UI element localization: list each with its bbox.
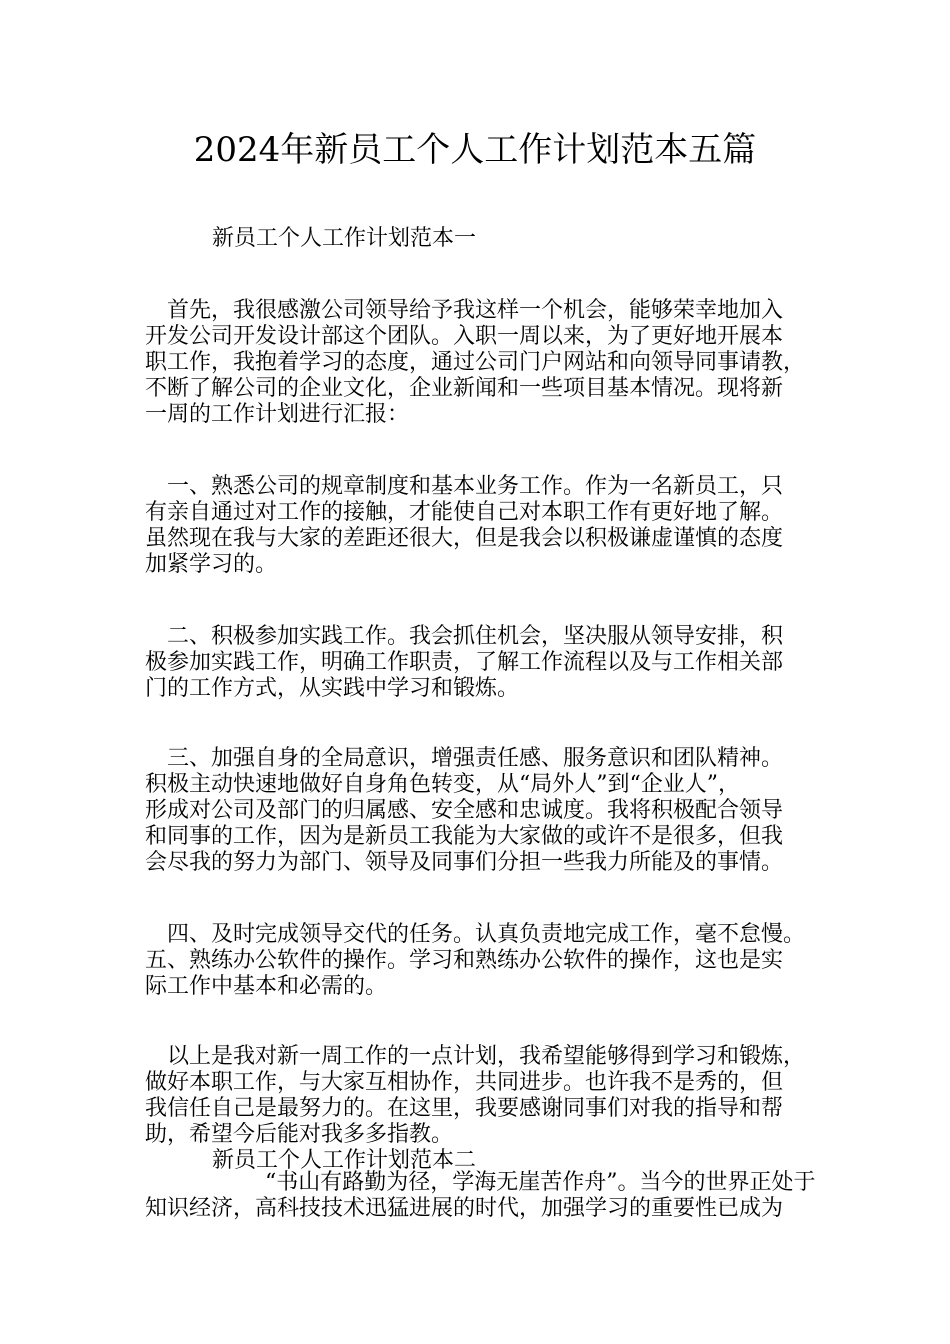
- paragraph-conclusion: [145, 1044, 825, 1148]
- paragraph-line: 职工作，我抱着学习的态度，通过公司门户网站和向领导同事请教，: [145, 350, 806, 375]
- paragraph-line: 助，希望今后能对我多多指教。: [145, 1122, 454, 1147]
- paragraph-line: 际工作中基本和必需的。: [145, 974, 388, 999]
- paragraph-item-three: [145, 746, 825, 876]
- section-heading-2: 新员工个人工作计划范本二: [212, 1148, 477, 1173]
- paragraph-line: 我信任自己是最努力的。在这里，我要感谢同事们对我的指导和帮: [145, 1096, 784, 1121]
- paragraph-line: 加紧学习的。: [145, 552, 278, 577]
- paragraph-line: 积极主动快速地做好自身角色转变，从“局外人”到“企业人”，: [145, 772, 740, 797]
- paragraph-intro: [145, 298, 825, 428]
- paragraph-line: 形成对公司及部门的归属感、安全感和忠诚度。我将积极配合领导: [145, 798, 784, 823]
- paragraph-line: 四、及时完成领导交代的任务。认真负责地完成工作，毫不怠慢。: [145, 922, 806, 947]
- paragraph-item-four: [145, 922, 825, 1000]
- paragraph-item-two: [145, 624, 825, 702]
- paragraph-line: 一、熟悉公司的规章制度和基本业务工作。作为一名新员工，只: [145, 474, 784, 499]
- paragraph-line: 会尽我的努力为部门、领导及同事们分担一些我力所能及的事情。: [145, 850, 784, 875]
- paragraph-line: 二、积极参加实践工作。我会抓住机会，坚决服从领导安排，积: [145, 624, 784, 649]
- paragraph-line: 开发公司开发设计部这个团队。入职一周以来，为了更好地开展本: [145, 324, 784, 349]
- paragraph-line: 有亲自通过对工作的接触，才能使自己对本职工作有更好地了解。: [145, 500, 784, 525]
- paragraph-line: 一周的工作计划进行汇报：: [145, 402, 410, 427]
- paragraph-line: 首先，我很感激公司领导给予我这样一个机会，能够荣幸地加入: [145, 298, 784, 323]
- paragraph-line: 以上是我对新一周工作的一点计划，我希望能够得到学习和锻炼，: [145, 1044, 806, 1069]
- paragraph-section-two: [145, 1170, 825, 1222]
- paragraph-line: 和同事的工作，因为是新员工我能为大家做的或许不是很多，但我: [145, 824, 784, 849]
- paragraph-line: 不断了解公司的企业文化，企业新闻和一些项目基本情况。现将新: [145, 376, 784, 401]
- section-heading-1: 新员工个人工作计划范本一: [212, 226, 477, 251]
- paragraph-line: 三、加强自身的全局意识，增强责任感、服务意识和团队精神。: [145, 746, 784, 771]
- paragraph-line: 极参加实践工作，明确工作职责，了解工作流程以及与工作相关部: [145, 650, 784, 675]
- paragraph-line: 门的工作方式，从实践中学习和锻炼。: [145, 676, 520, 701]
- paragraph-line: 知识经济，高科技技术迅猛进展的时代，加强学习的重要性已成为: [145, 1196, 784, 1221]
- paragraph-line: 虽然现在我与大家的差距还很大，但是我会以积极谦虚谨慎的态度: [145, 526, 784, 551]
- paragraph-line: “书山有路勤为径，学海无崖苦作舟”。当今的世界正处于: [265, 1170, 816, 1195]
- paragraph-line: 做好本职工作，与大家互相协作，共同进步。也许我不是秀的，但: [145, 1070, 784, 1095]
- document-title: 2024年新员工个人工作计划范本五篇: [193, 130, 757, 170]
- paragraph-item-one: [145, 474, 825, 578]
- paragraph-line: 五、熟练办公软件的操作。学习和熟练办公软件的操作，这也是实: [145, 948, 784, 973]
